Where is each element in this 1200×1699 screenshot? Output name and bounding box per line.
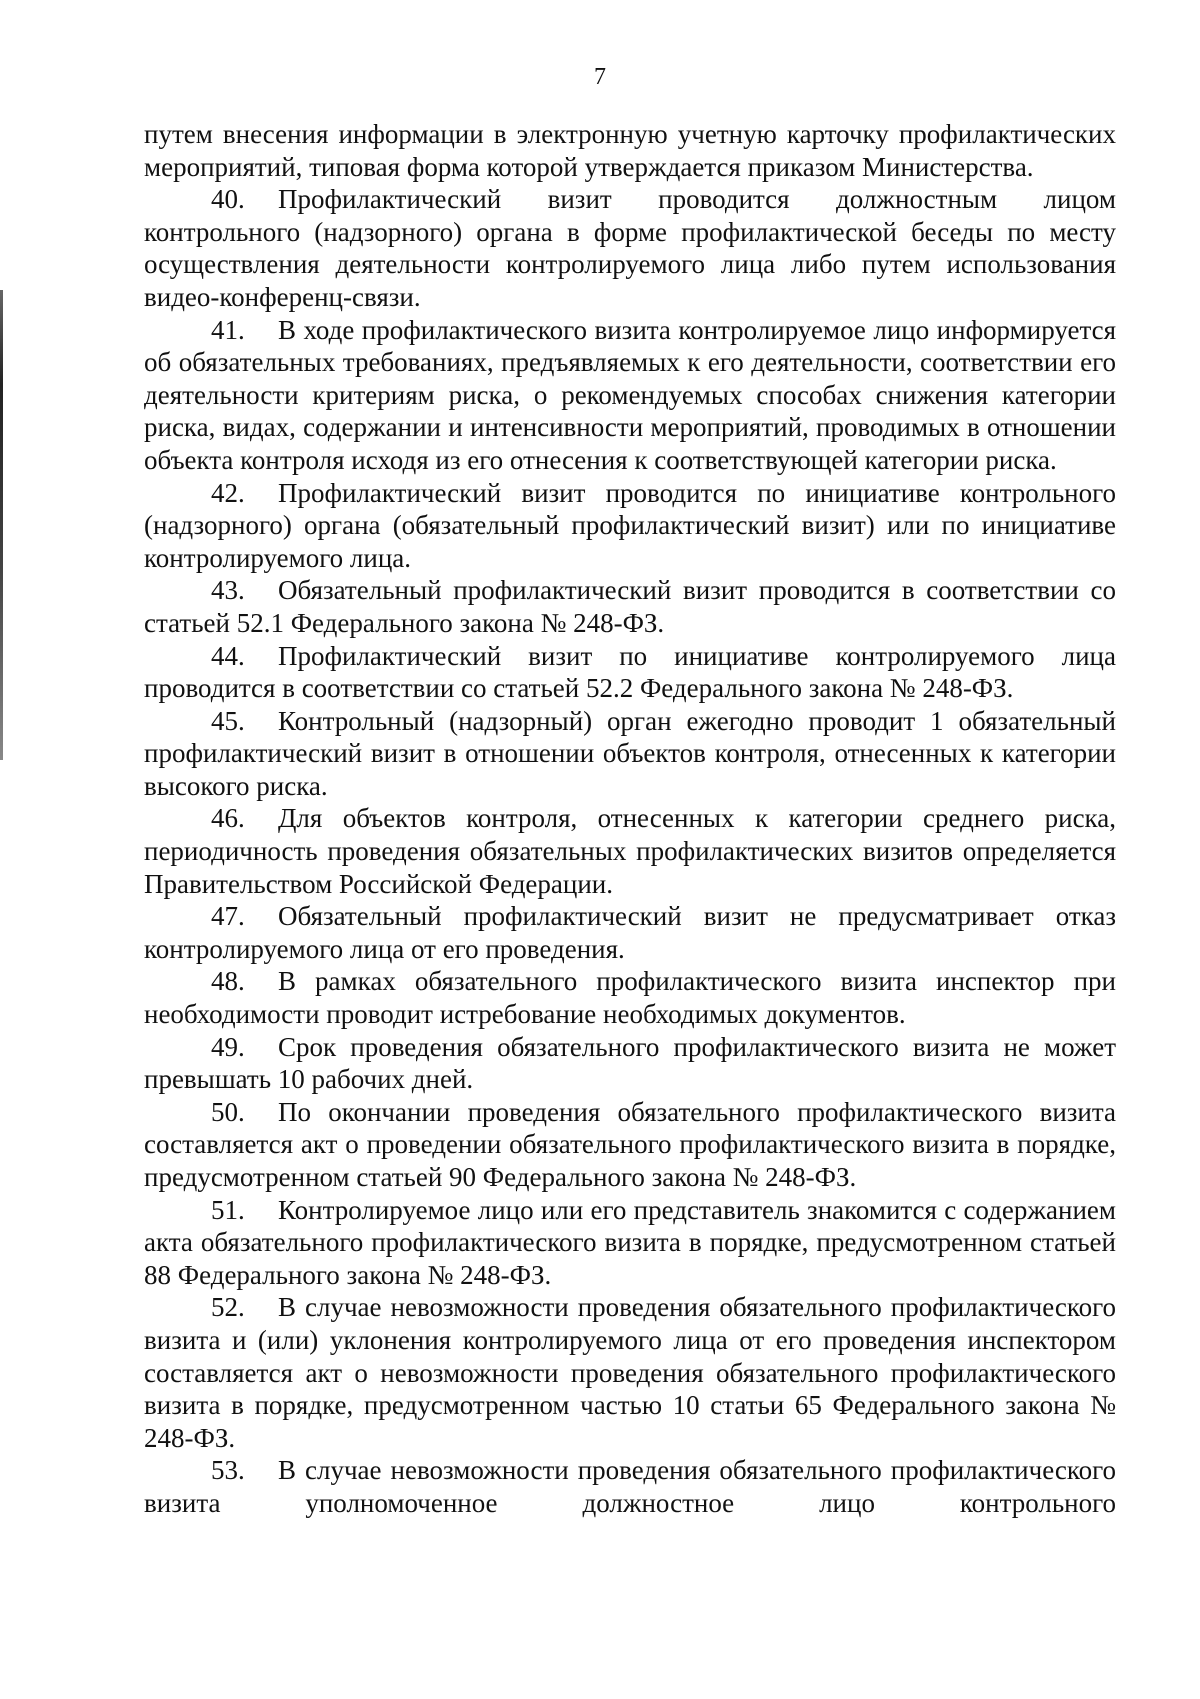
paragraph-50 (144, 1096, 1116, 1194)
paragraph-41 (144, 314, 1116, 477)
scan-edge-shadow (0, 290, 3, 760)
paragraph-text: Профилактический визит проводится по инициативе контрольного (надзорного) органа (обязательный профилактический визит) или по инициативе контролируемого лица. (144, 477, 1116, 573)
paragraph-53 (144, 1454, 1116, 1519)
paragraph-text: Контрольный (надзорный) орган ежегодно проводит 1 обязательный профилактический визит в отношении объектов контроля, отнесенных к категории высокого риска. (144, 705, 1116, 801)
paragraph-text: Профилактический визит проводится должностным лицом контрольного (надзорного) органа в форме профилактической беседы по месту осуществления деятельности контролируемого лица либо путем использования видео-конференц-связи. (144, 184, 1116, 312)
paragraph-text: Обязательный профилактический визит проводится в соответствии со статьей 52.1 Федерального закона № 248-ФЗ. (144, 575, 1116, 638)
paragraph-51 (144, 1194, 1116, 1292)
paragraph-48 (144, 965, 1116, 1030)
paragraph-number: 43. (211, 575, 245, 606)
paragraph-49 (144, 1031, 1116, 1096)
paragraph-number: 46. (211, 803, 245, 834)
paragraph-40 (144, 183, 1116, 313)
paragraph-text: В ходе профилактического визита контролируемое лицо информируется об обязательных требованиях, предъявляемых к его деятельности, соответствии его деятельности критериям риска, о рекомендуемых способах снижения категории риска, видах, содержании и интенсивности мероприятий, проводимых в отношении объекта контроля исходя из его отнесения к соответствующей категории риска. (144, 314, 1116, 475)
paragraph-text: Для объектов контроля, отнесенных к категории среднего риска, периодичность проведения обязательных профилактических визитов определяется Правительством Российской Федерации. (144, 803, 1116, 899)
page-number: 7 (594, 64, 606, 90)
paragraph-number: 41. (211, 314, 245, 345)
paragraph-text: путем внесения информации в электронную учетную карточку профилактических мероприятий, типовая форма которой утверждается приказом Министерства. (144, 119, 1116, 182)
paragraph-45 (144, 705, 1116, 803)
paragraph-number: 42. (211, 477, 245, 508)
paragraph-44 (144, 640, 1116, 705)
paragraph-text: В случае невозможности проведения обязательного профилактического визита уполномоченное должностное лицо контрольного (144, 1455, 1116, 1518)
paragraph-text: В случае невозможности проведения обязательного профилактического визита и (или) уклонения контролируемого лица от его проведения инспектором составляется акт о невозможности проведения обязательного профилактического визита в порядке, предусмотренном частью 10 статьи 65 Федерального закона № 248-ФЗ. (144, 1292, 1116, 1453)
paragraph-46 (144, 802, 1116, 900)
paragraph-number: 48. (211, 966, 245, 997)
paragraph-43 (144, 574, 1116, 639)
paragraph-number: 47. (211, 901, 245, 932)
paragraph-number: 52. (211, 1292, 245, 1323)
paragraph-52 (144, 1291, 1116, 1454)
paragraph-text: Обязательный профилактический визит не предусматривает отказ контролируемого лица от его проведения. (144, 901, 1116, 964)
paragraph-text: Контролируемое лицо или его представитель знакомится с содержанием акта обязательного профилактического визита в порядке, предусмотренном статьей 88 Федерального закона № 248-ФЗ. (144, 1194, 1116, 1290)
paragraph-text: Срок проведения обязательного профилактического визита не может превышать 10 рабочих дней. (144, 1031, 1116, 1095)
paragraph-text: В рамках обязательного профилактического визита инспектор при необходимости проводит истребование необходимых документов. (144, 966, 1116, 1030)
document-body (144, 118, 1116, 1520)
paragraph-number: 40. (211, 184, 245, 215)
paragraph-number: 45. (211, 705, 245, 736)
paragraph-number: 49. (211, 1031, 245, 1062)
paragraph-number: 44. (211, 640, 245, 671)
paragraph-text: Профилактический визит по инициативе контролируемого лица проводится в соответствии со статьей 52.2 Федерального закона № 248-ФЗ. (144, 640, 1116, 704)
paragraph-47 (144, 900, 1116, 965)
paragraph-number: 51. (211, 1194, 245, 1225)
paragraph-continuation (144, 118, 1116, 183)
paragraph-text: По окончании проведения обязательного профилактического визита составляется акт о проведении обязательного профилактического визита в порядке, предусмотренном статьей 90 Федерального закона № 248-ФЗ. (144, 1096, 1116, 1192)
paragraph-number: 50. (211, 1096, 245, 1127)
paragraph-number: 53. (211, 1455, 245, 1486)
paragraph-42 (144, 477, 1116, 575)
